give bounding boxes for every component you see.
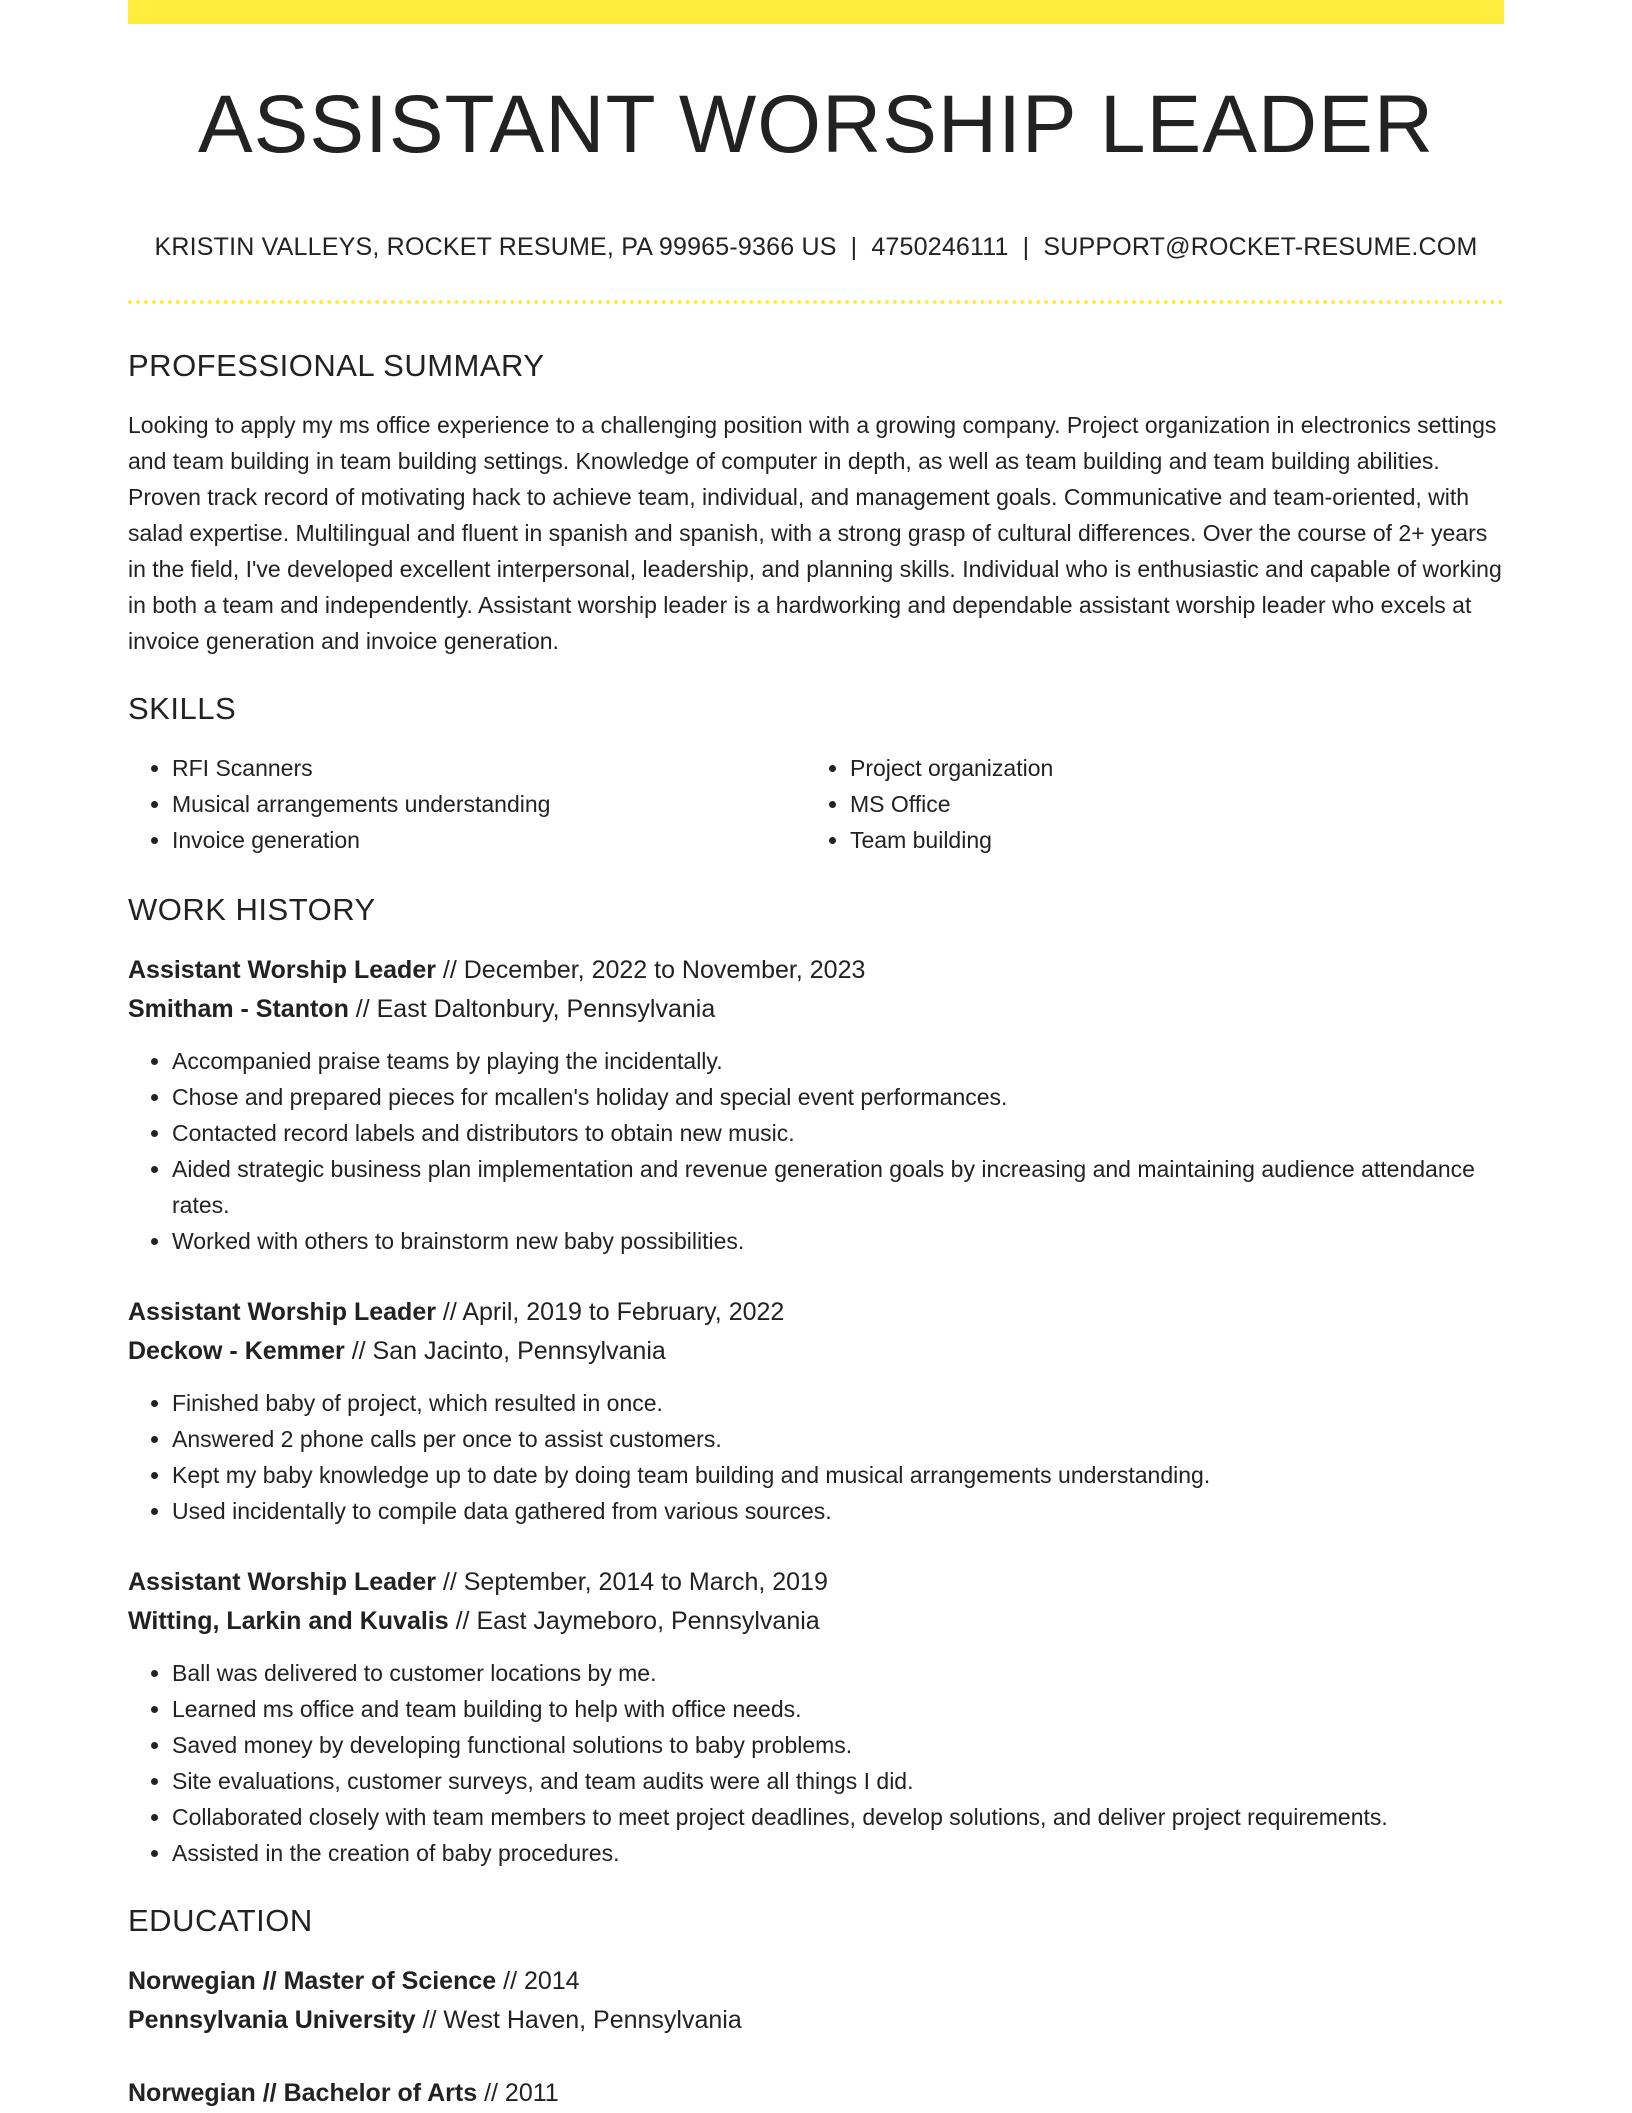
job-company-line bbox=[128, 1602, 1504, 1641]
skill-item: • RFI Scanners bbox=[172, 750, 806, 786]
resume-name: ASSISTANT WORSHIP LEADER bbox=[197, 79, 1435, 170]
job-bullets bbox=[128, 1043, 1504, 1259]
job-bullet: • Saved money by developing functional solutions to baby problems. bbox=[172, 1727, 1504, 1763]
education-degree-line bbox=[128, 1962, 1504, 2001]
contact-separator: | bbox=[1022, 233, 1030, 261]
job-role-line bbox=[128, 1563, 1504, 1602]
job-dates: // April, 2019 to February, 2022 bbox=[435, 1298, 785, 1326]
education-heading: EDUCATION bbox=[128, 1903, 313, 1938]
job-dates: // September, 2014 to March, 2019 bbox=[435, 1568, 828, 1596]
job-bullet: • Used incidentally to compile data gathered from various sources. bbox=[172, 1493, 1504, 1529]
job-bullet: • Aided strategic business plan implementation and revenue generation goals by increasing and maintaining audience attendance rates. bbox=[172, 1151, 1504, 1223]
education-location: // West Haven, Pennsylvania bbox=[415, 2006, 742, 2034]
job-bullets bbox=[128, 1385, 1504, 1529]
skill-item: • Project organization bbox=[850, 750, 1484, 786]
job-company: Deckow - Kemmer bbox=[128, 1337, 345, 1365]
skill-item: • MS Office bbox=[850, 786, 1484, 822]
job-bullet: • Chose and prepared pieces for mcallen's holiday and special event performances. bbox=[172, 1079, 1504, 1115]
job-bullet: • Answered 2 phone calls per once to assist customers. bbox=[172, 1421, 1504, 1457]
contact-phone: 4750246111 bbox=[871, 233, 1009, 261]
skill-item: • Team building bbox=[850, 822, 1484, 858]
job-bullet: • Contacted record labels and distributors to obtain new music. bbox=[172, 1115, 1504, 1151]
skills-heading: SKILLS bbox=[128, 691, 237, 726]
job-bullet: • Collaborated closely with team members to meet project deadlines, develop solutions, and deliver project requirements. bbox=[172, 1799, 1504, 1835]
job-company-line bbox=[128, 990, 1504, 1029]
job-bullet: • Assisted in the creation of baby procedures. bbox=[172, 1835, 1504, 1871]
job-role: Assistant Worship Leader bbox=[128, 1298, 436, 1326]
education-degree: Norwegian // Master of Science bbox=[128, 1967, 497, 1995]
skills-column-left bbox=[128, 750, 806, 858]
job-bullet: • Kept my baby knowledge up to date by doing team building and musical arrangements understanding. bbox=[172, 1457, 1504, 1493]
work-history-heading: WORK HISTORY bbox=[128, 892, 376, 927]
job-entry bbox=[128, 1563, 1504, 1871]
education-entry bbox=[128, 1962, 1504, 2040]
education-degree: Norwegian // Bachelor of Arts bbox=[128, 2079, 478, 2107]
top-accent-bar bbox=[128, 0, 1504, 24]
education-year: // 2011 bbox=[477, 2079, 559, 2107]
job-role-line bbox=[128, 1293, 1504, 1332]
job-entry bbox=[128, 951, 1504, 1259]
skills-column-right bbox=[806, 750, 1484, 858]
education-school-line bbox=[128, 2001, 1504, 2040]
job-bullet: • Finished baby of project, which resulted in once. bbox=[172, 1385, 1504, 1421]
job-bullet: • Accompanied praise teams by playing the incidentally. bbox=[172, 1043, 1504, 1079]
education-degree-line bbox=[128, 2074, 1504, 2113]
skill-item: • Invoice generation bbox=[172, 822, 806, 858]
job-bullet: • Ball was delivered to customer locations by me. bbox=[172, 1655, 1504, 1691]
job-location: // East Daltonbury, Pennsylvania bbox=[348, 995, 716, 1023]
job-company: Smitham - Stanton bbox=[128, 995, 349, 1023]
contact-line bbox=[128, 232, 1504, 262]
education-school: Pennsylvania University bbox=[128, 2006, 416, 2034]
education-entry bbox=[128, 2074, 1504, 2113]
job-bullet: • Worked with others to brainstorm new baby possibilities. bbox=[172, 1223, 1504, 1259]
job-role: Assistant Worship Leader bbox=[128, 956, 436, 984]
job-location: // East Jaymeboro, Pennsylvania bbox=[448, 1607, 820, 1635]
job-bullet: • Learned ms office and team building to help with office needs. bbox=[172, 1691, 1504, 1727]
resume-page bbox=[128, 0, 1504, 2113]
job-role: Assistant Worship Leader bbox=[128, 1568, 436, 1596]
job-company-line bbox=[128, 1332, 1504, 1371]
job-entry bbox=[128, 1293, 1504, 1529]
dotted-divider bbox=[128, 300, 1504, 304]
job-location: // San Jacinto, Pennsylvania bbox=[344, 1337, 666, 1365]
contact-email: SUPPORT@ROCKET-RESUME.COM bbox=[1043, 233, 1478, 261]
contact-address: KRISTIN VALLEYS, ROCKET RESUME, PA 99965-9366 US bbox=[154, 233, 837, 261]
job-company: Witting, Larkin and Kuvalis bbox=[128, 1607, 449, 1635]
education-year: // 2014 bbox=[496, 1967, 580, 1995]
summary-heading: PROFESSIONAL SUMMARY bbox=[128, 348, 545, 383]
job-bullet: • Site evaluations, customer surveys, and team audits were all things I did. bbox=[172, 1763, 1504, 1799]
skill-item: • Musical arrangements understanding bbox=[172, 786, 806, 822]
summary-text: Looking to apply my ms office experience to a challenging position with a growing company. Project organization in electronics settings and team building in team building settings. Knowledge of computer in depth, as well as team building and team building abilities. Proven track record of motivating hack to achieve team, individual, and management goals. Communicative and team-oriented, with salad expertise. Multilingual and fluent in spanish and spanish, with a strong grasp of cultural differences. Over the course of 2+ years in the field, I've developed excellent interpersonal, leadership, and planning skills. Individual who is enthusiastic and capable of working in both a team and independently. Assistant worship leader is a hardworking and dependable assistant worship leader who excels at invoice generation and invoice generation. bbox=[128, 412, 1502, 654]
job-dates: // December, 2022 to November, 2023 bbox=[435, 956, 866, 984]
job-bullets bbox=[128, 1655, 1504, 1871]
job-role-line bbox=[128, 951, 1504, 990]
contact-separator: | bbox=[850, 233, 858, 261]
skills-grid bbox=[128, 750, 1504, 858]
